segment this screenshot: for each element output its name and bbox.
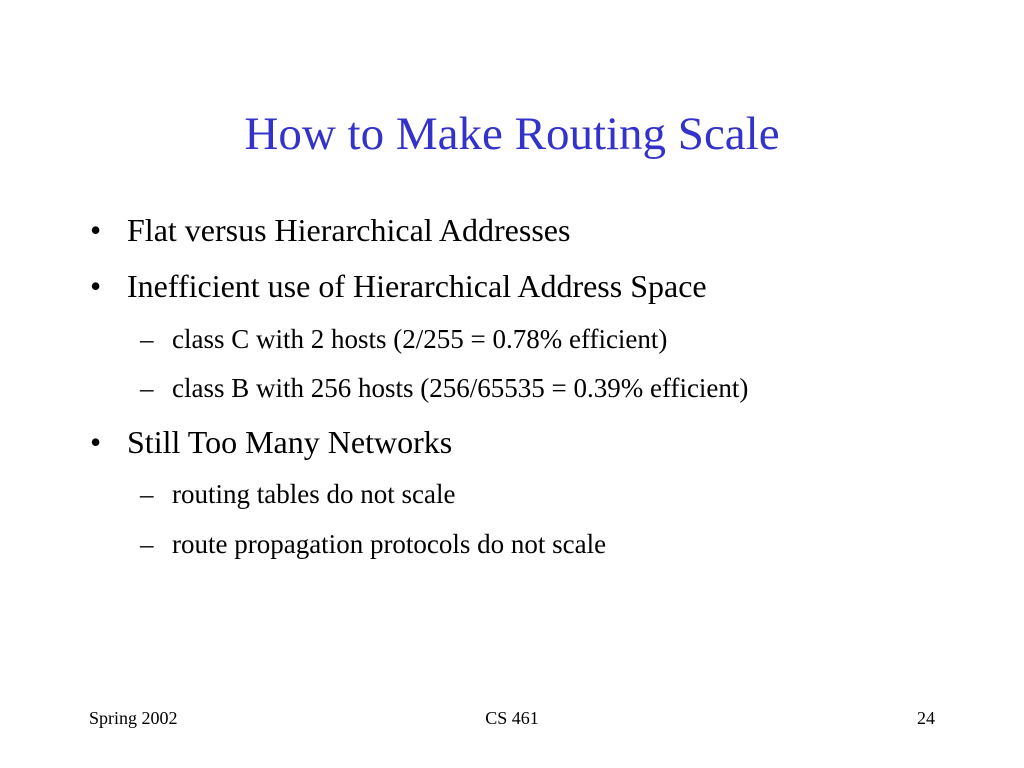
bullet-text: Flat versus Hierarchical Addresses — [127, 212, 571, 248]
bullet-marker: • — [90, 268, 102, 304]
footer-page-number: 24 — [917, 708, 935, 728]
sub-bullet-marker: – — [140, 479, 154, 509]
bullet-text: Inefficient use of Hierarchical Address Space — [127, 268, 707, 304]
sub-bullet-text: class B with 256 hosts (256/65535 = 0.39% efficient) — [172, 373, 749, 403]
sub-bullet-text: route propagation protocols do not scale — [172, 529, 607, 559]
footer-date: Spring 2002 — [89, 708, 178, 728]
sub-bullet-marker: – — [140, 373, 154, 403]
footer-course: CS 461 — [485, 708, 539, 728]
bullet-marker: • — [90, 212, 102, 248]
bullet-text: Still Too Many Networks — [127, 424, 453, 460]
sub-bullet-text: routing tables do not scale — [172, 479, 456, 509]
sub-bullet-marker: – — [140, 529, 154, 559]
bullet-marker: • — [90, 424, 102, 460]
sub-bullet-marker: – — [140, 324, 154, 354]
sub-bullet-text: class C with 2 hosts (2/255 = 0.78% efficient) — [172, 324, 668, 354]
slide-title: How to Make Routing Scale — [244, 108, 780, 160]
